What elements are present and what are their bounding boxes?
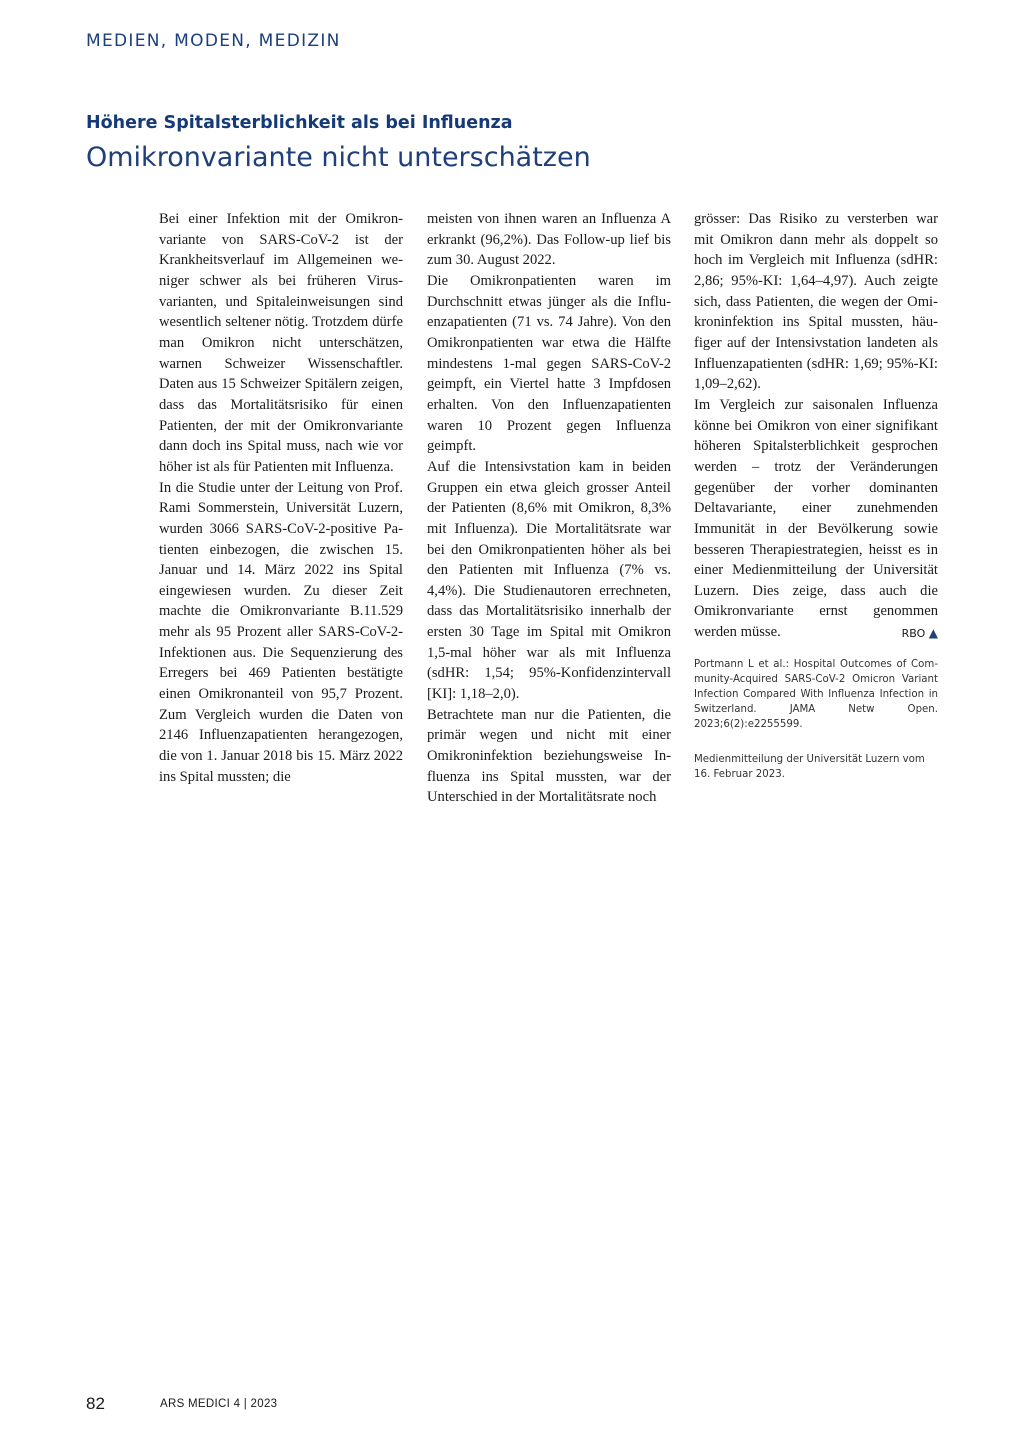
page-number: 82: [86, 1394, 105, 1413]
paragraph: grösser: Das Risiko zu versterben war mit Omikron dann mehr als doppelt so hoch im Vergleich mit Influenza (sdHR: 2,86; 95%-KI: 1,64–4,97). Auch zeigte sich, dass Patienten, die wegen der Omikroninfektion ins Spital mussten, häufiger auf der Intensivstation landeten als Influenzapatienten (sdHR: 1,69; 95%-KI: 1,09–2,62).: [694, 211, 938, 393]
paragraph: Auf die Intensivstation kam in beiden Gruppen ein etwa gleich grosser Anteil der Patienten (8,6% mit Omikron, 8,3% mit Influenza). Die Mortalitätsrate war bei den Omikronpatienten höher als bei den Patienten mit Influenza (7% vs. 4,4%). Die Studienautoren errechneten, dass das Mortalitätsrisiko innerhalb der ersten 30 Tage im Spital mit Omikron 1,5-mal höher war als mit Influenza (sdHR: 1,54; 95%-Konfidenzintervall [KI]: 1,18–2,0).: [427, 458, 671, 703]
paragraph: Die Omikronpatienten waren im Durchschnitt etwas jünger als die Influenzapatienten (71 vs. 74 Jahre). Von den Omikronpatienten war etwa die Hälfte mindestens 1-mal gegen SARS-CoV-2 geimpft, ein Viertel hatte 3 Impfdosen erhalten. Von den Influenzapatienten waren 10 Prozent gegen Influenza geimpft.: [427, 272, 671, 455]
article-kicker: Höhere Spitalsterblichkeit als bei Influenza: [86, 113, 513, 133]
paragraph: Betrachtete man nur die Patienten, die primär wegen und nicht mit einer Omikroninfektion beziehungsweise Influenza ins Spital mussten, war der Unterschied in der Mortalitätsrate noch: [427, 706, 671, 806]
reference-press-release: Medienmitteilung der Universität Luzern vom 16. Februar 2023.: [694, 754, 925, 780]
text-column-2: [427, 209, 671, 808]
paragraph: meisten von ihnen waren an Influenza A erkrankt (96,2%). Das Follow-up lief bis zum 30. August 2022.: [427, 211, 671, 269]
author-initials: RBO: [901, 627, 926, 641]
end-triangle-icon: ▲: [928, 626, 938, 641]
paragraph-last: [694, 395, 938, 643]
author-tag: [902, 623, 938, 645]
article-title: Omikronvariante nicht unterschätzen: [86, 142, 591, 173]
paragraph-text: Im Vergleich zur saisonalen Influenza könne bei Omikron von einer signifikant höheren Spitalsterblichkeit gesprochen werden – trotz der Veränderungen gegenüber der vorher dominanten Deltavariante, einer zunehmenden Immunität in der Bevölkerung sowie besseren Therapiestrategien, heisst es in einer Medienmitteilung der Universität Luzern. Dies zeige, dass auch die Omikronvariante ernst genommen werden müsse.: [694, 396, 938, 641]
text-column-3: [694, 209, 938, 645]
section-label: MEDIEN, MODEN, MEDIZIN: [86, 31, 341, 51]
paragraph: In die Studie unter der Leitung von Prof. Rami Sommerstein, Universität Luzern, wurden 3066 SARS-CoV-2-positive Patienten einbezogen, die zwischen 15. Januar und 14. März 2022 ins Spital eingewiesen wurden. Zu dieser Zeit machte die Omikronvariante B.11.529 mehr als 95 Prozent aller SARS-CoV-2-Infektionen aus. Die Sequenzierung des Erregers bei 469 Patienten bestätigte einen Omikronanteil von 95,7 Prozent. Zum Vergleich wurden die Daten von 2146 Influenzapatienten herangezogen, die von 1. Januar 2018 bis 15. März 2022 ins Spital mussten; die: [159, 479, 403, 785]
journal-footer: ARS MEDICI 4 | 2023: [160, 1398, 278, 1410]
reference-citation: Portmann L et al.: Hospital Outcomes of Community-Acquired SARS-CoV-2 Omicron Variant Infection Compared With Influenza Infection in Switzerland. JAMA Netw Open. 2023;6(2):e2255599.: [694, 659, 938, 730]
paragraph: Bei einer Infektion mit der Omikronvariante von SARS-CoV-2 ist der Krankheitsverlauf im Allgemeinen weniger schwer als bei früheren Virusvarianten, und Spitaleinweisungen sind wesentlich seltener nötig. Trotzdem dürfe man Omikron nicht unterschätzen, warnen Schweizer Wissenschaftler. Daten aus 15 Schweizer Spitälern zeigen, dass das Mortalitätsrisiko für einen Patienten, der mit der Omikronvariante dann doch ins Spital muss, nach wie vor höher ist als für Patienten mit Influenza.: [159, 211, 403, 475]
text-column-1: [159, 209, 403, 787]
